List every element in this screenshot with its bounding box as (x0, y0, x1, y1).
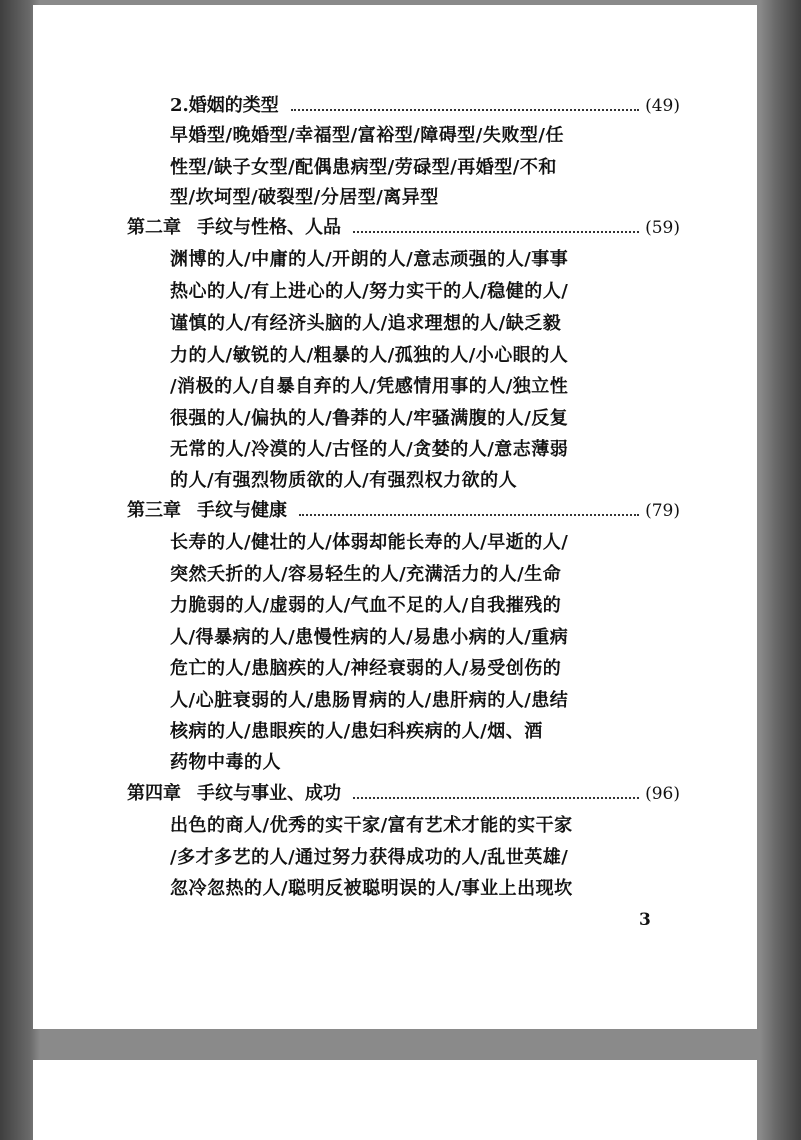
toc-description-line: 的人/有强烈物质欲的人/有强烈权力欲的人 (170, 470, 518, 491)
toc-description-line: /消极的人/自暴自弃的人/凭感情用事的人/独立性 (170, 376, 569, 397)
toc-description-line: 危亡的人/患脑疾的人/神经衰弱的人/易受创伤的 (170, 658, 562, 679)
toc-entry-section-2[interactable] (170, 91, 680, 121)
toc-entry-chapter-3[interactable] (127, 496, 680, 526)
toc-description-line: 性型/缺子女型/配偶患病型/劳碌型/再婚型/不和 (170, 157, 557, 178)
toc-entry-page: (49) (645, 96, 680, 116)
toc-entry-chapter-4[interactable] (127, 779, 680, 809)
toc-chapter-number: 第二章 (127, 217, 181, 238)
toc-entry-page: (59) (645, 218, 680, 238)
toc-description-line: 力脆弱的人/虚弱的人/气血不足的人/自我摧残的 (170, 595, 562, 616)
toc-description-line: 出色的商人/优秀的实干家/富有艺术才能的实干家 (170, 815, 573, 836)
toc-entry-title: 手纹与事业、成功 (197, 783, 341, 804)
toc-leader-dots (353, 797, 639, 799)
toc-description-line: 很强的人/偏执的人/鲁莽的人/牢骚满腹的人/反复 (170, 408, 569, 429)
toc-description-line: 人/得暴病的人/患慢性病的人/易患小病的人/重病 (170, 627, 569, 648)
document-page (33, 5, 757, 1029)
toc-entry-chapter-2[interactable] (127, 213, 680, 243)
toc-chapter-number: 第四章 (127, 783, 181, 804)
toc-description-line: 突然夭折的人/容易轻生的人/充满活力的人/生命 (170, 564, 562, 585)
toc-leader-dots (299, 514, 639, 516)
toc-description-line: 力的人/敏锐的人/粗暴的人/孤独的人/小心眼的人 (170, 345, 569, 366)
toc-description-line: 渊博的人/中庸的人/开朗的人/意志顽强的人/事事 (170, 249, 569, 270)
toc-description-line: 无常的人/冷漠的人/古怪的人/贪婪的人/意志薄弱 (170, 439, 569, 460)
toc-description-line: 谨慎的人/有经济头脑的人/追求理想的人/缺乏毅 (170, 313, 562, 334)
toc-description-line: 药物中毒的人 (170, 752, 281, 773)
toc-description-line: /多才多艺的人/通过努力获得成功的人/乱世英雄/ (170, 847, 569, 868)
toc-description-line: 人/心脏衰弱的人/患肠胃病的人/患肝病的人/患结 (170, 690, 569, 711)
toc-description-line: 早婚型/晚婚型/幸福型/富裕型/障碍型/失败型/任 (170, 125, 564, 146)
toc-leader-dots (291, 109, 639, 111)
toc-entry-title: 手纹与性格、人品 (197, 217, 341, 238)
page-number: 3 (639, 910, 651, 930)
toc-leader-dots (353, 231, 639, 233)
toc-description-line: 型/坎坷型/破裂型/分居型/离异型 (170, 187, 439, 208)
toc-entry-title: 手纹与健康 (197, 500, 287, 521)
toc-entry-page: (96) (645, 784, 680, 804)
toc-description-line: 核病的人/患眼疾的人/患妇科疾病的人/烟、酒 (170, 721, 543, 742)
toc-entry-page: (79) (645, 501, 680, 521)
toc-description-line: 热心的人/有上进心的人/努力实干的人/稳健的人/ (170, 281, 569, 302)
toc-chapter-number: 第三章 (127, 500, 181, 521)
toc-entry-title: 2.婚姻的类型 (170, 95, 279, 116)
next-page-edge (33, 1060, 757, 1140)
toc-description-line: 忽冷忽热的人/聪明反被聪明误的人/事业上出现坎 (170, 878, 573, 899)
toc-description-line: 长寿的人/健壮的人/体弱却能长寿的人/早逝的人/ (170, 532, 569, 553)
